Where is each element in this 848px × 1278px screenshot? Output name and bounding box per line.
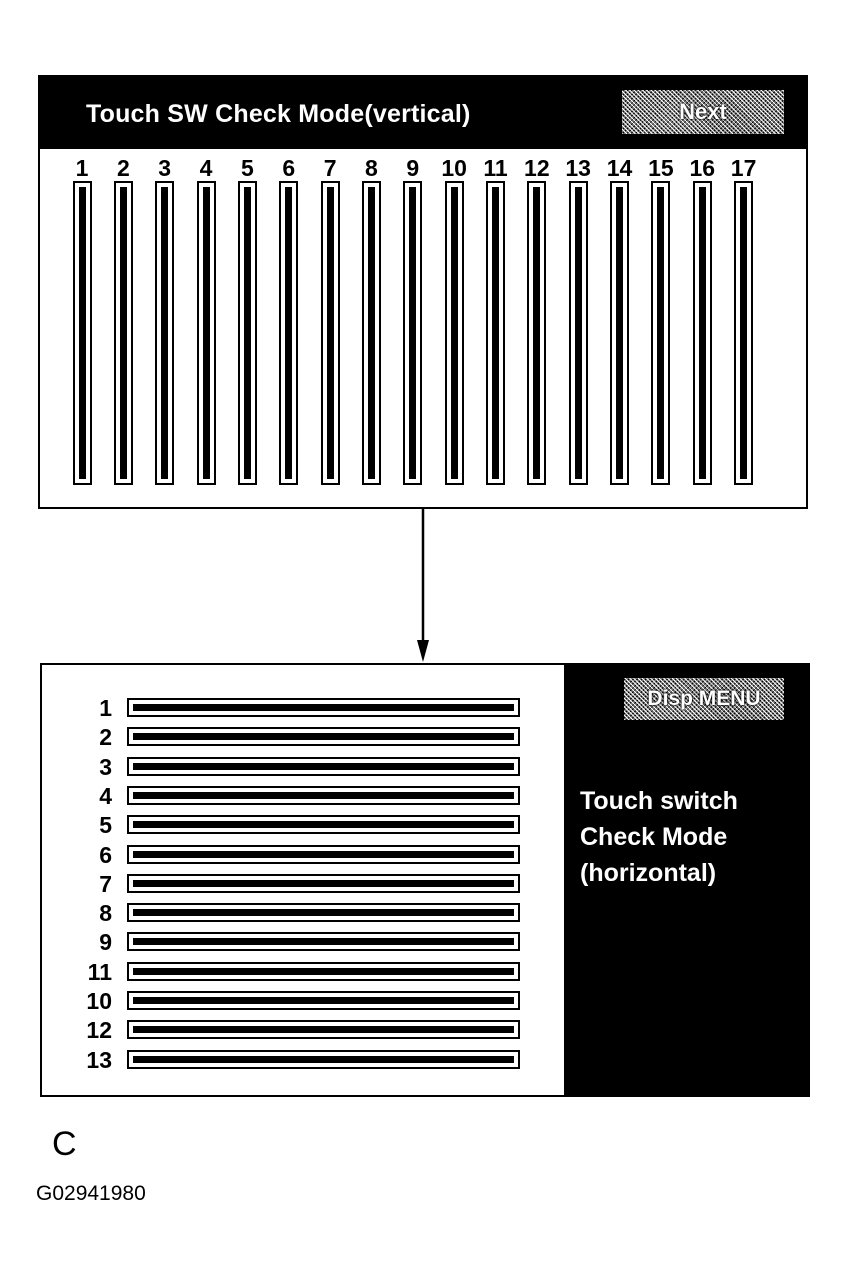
side-panel <box>564 665 808 1095</box>
vertical-switch-number: 3 <box>158 155 172 181</box>
mode-description <box>580 783 738 891</box>
figure-letter: C <box>52 1125 77 1163</box>
vertical-switch-number: 1 <box>75 155 89 181</box>
horizontal-switch-strip[interactable] <box>127 727 520 746</box>
horizontal-switch-number: 2 <box>99 724 112 751</box>
vertical-switch-number: 10 <box>441 155 467 181</box>
horizontal-switch-number: 8 <box>99 900 112 927</box>
horizontal-switch-strip[interactable] <box>127 1020 520 1039</box>
horizontal-switch-number: 10 <box>86 988 112 1014</box>
vertical-switch-number: 7 <box>323 155 337 181</box>
figure-code: G02941980 <box>36 1182 146 1205</box>
disp-menu-button-label: Disp MENU <box>647 687 761 710</box>
horizontal-switch-number: 13 <box>86 1046 112 1073</box>
disp-menu-button[interactable] <box>624 678 784 720</box>
horizontal-switch-number: 5 <box>99 812 112 839</box>
vertical-switch-number: 8 <box>365 155 378 181</box>
horizontal-switch-strip[interactable] <box>127 845 520 864</box>
horizontal-switch-number: 6 <box>99 841 112 868</box>
horizontal-switch-strip[interactable] <box>127 698 520 717</box>
vertical-screen-title: Touch SW Check Mode(vertical) <box>86 100 471 128</box>
vertical-switch-number: 6 <box>282 155 296 181</box>
vertical-switch-number: 9 <box>406 155 420 181</box>
horizontal-switch-strip[interactable] <box>127 903 520 922</box>
mode-description-line3: (horizontal) <box>580 859 717 887</box>
horizontal-switch-strip[interactable] <box>127 932 520 951</box>
vertical-switch-number: 2 <box>116 155 130 181</box>
vertical-switch-number: 11 <box>483 155 508 181</box>
next-button-label: Next <box>679 99 727 124</box>
horizontal-switch-strip[interactable] <box>127 1050 520 1069</box>
horizontal-check-screen <box>40 663 810 1097</box>
vertical-switch-number: 16 <box>689 155 716 181</box>
horizontal-switch-strip[interactable] <box>127 991 520 1010</box>
vertical-switch-number: 12 <box>524 155 550 181</box>
vertical-switch-number: 15 <box>648 155 674 181</box>
horizontal-switch-number: 9 <box>99 929 112 956</box>
mode-description-line1: Touch switch <box>580 787 738 815</box>
vertical-switch-number: 14 <box>606 155 633 181</box>
vertical-switch-number: 5 <box>240 155 254 181</box>
horizontal-switch-number: 7 <box>99 870 112 897</box>
vertical-switch-number: 17 <box>730 155 757 181</box>
horizontal-switch-number: 3 <box>99 753 112 780</box>
horizontal-switch-number: 11 <box>87 958 112 985</box>
horizontal-switch-strip[interactable] <box>127 962 520 981</box>
horizontal-switch-strip[interactable] <box>127 874 520 893</box>
horizontal-switch-strip[interactable] <box>127 786 520 805</box>
vertical-switch-number: 13 <box>565 155 591 181</box>
horizontal-switch-number: 1 <box>99 695 112 721</box>
mode-description-line2: Check Mode <box>580 823 728 851</box>
horizontal-switch-strip[interactable] <box>127 815 520 834</box>
vertical-switch-number: 4 <box>199 155 213 181</box>
horizontal-switch-strip[interactable] <box>127 757 520 776</box>
horizontal-switch-number: 12 <box>86 1017 112 1044</box>
horizontal-switch-number: 4 <box>99 782 112 809</box>
